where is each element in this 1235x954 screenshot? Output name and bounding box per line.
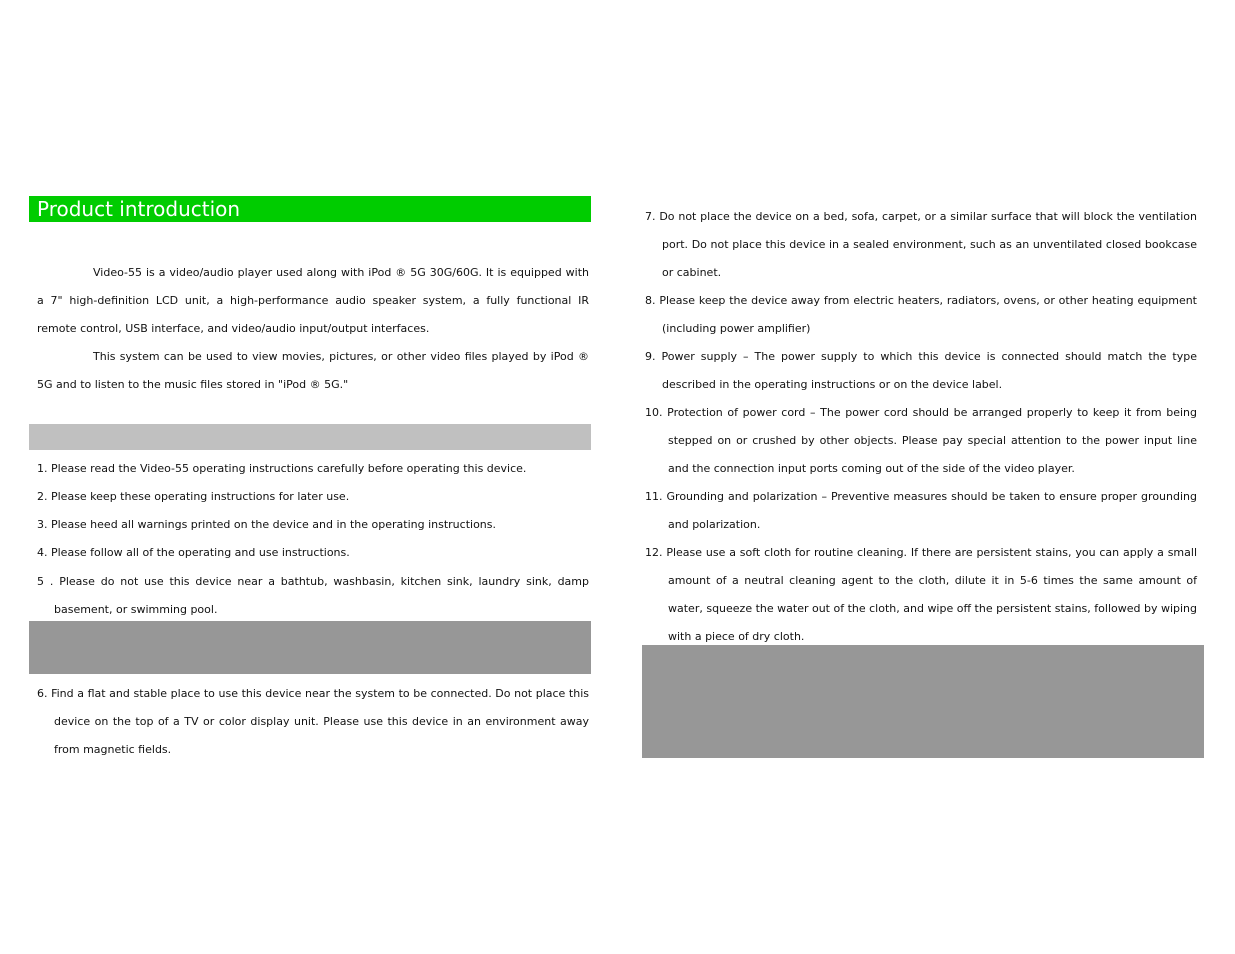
section-title: Product introduction — [29, 196, 591, 222]
instruction-item: 4. Please follow all of the operating and use instructions. — [37, 546, 350, 559]
instruction-item: 7. Do not place the device on a bed, sofa, carpet, or a similar surface that will block the ventilation port. Do not place this device in a sealed environment, such as an unventilated closed bookcase or cabinet. — [645, 210, 1197, 279]
intro-paragraph-1: Video-55 is a video/audio player used along with iPod ® 5G 30G/60G. It is equipped with a 7" high-definition LCD unit, a high-performance audio speaker system, a fully functional IR remote control, USB interface, and video/audio input/output interfaces. — [37, 266, 589, 335]
instruction-item: 11. Grounding and polarization – Preventive measures should be taken to ensure proper grounding and polarization. — [645, 490, 1197, 531]
separator-bar — [29, 621, 591, 674]
instruction-item: 6. Find a flat and stable place to use this device near the system to be connected. Do not place this device on the top of a TV or color display unit. Please use this device in an environment away from magnetic fields. — [37, 687, 589, 756]
instruction-item: 9. Power supply – The power supply to which this device is connected should match the type described in the operating instructions or on the device label. — [645, 350, 1197, 391]
instruction-item: 12. Please use a soft cloth for routine cleaning. If there are persistent stains, you can apply a small amount of a neutral cleaning agent to the cloth, dilute it in 5-6 times the same amount of water, squeeze the water out of the cloth, and wipe off the persistent stains, followed by wiping with a piece of dry cloth. — [645, 546, 1198, 643]
intro-paragraph-2: This system can be used to view movies, pictures, or other video files played by iPod ® 5G and to listen to the music files stored in "iPod ® 5G." — [37, 350, 589, 391]
instruction-item: 5 . Please do not use this device near a bathtub, washbasin, kitchen sink, laundry sink, damp basement, or swimming pool. — [37, 575, 589, 616]
instruction-item: 10. Protection of power cord – The power cord should be arranged properly to keep it from being stepped on or crushed by other objects. Please pay special attention to the power input line and the connection input ports coming out of the side of the video player. — [645, 406, 1197, 475]
instruction-item: 1. Please read the Video-55 operating instructions carefully before operating this device. — [37, 462, 527, 475]
instruction-item: 2. Please keep these operating instructions for later use. — [37, 490, 350, 503]
instruction-item: 3. Please heed all warnings printed on the device and in the operating instructions. — [37, 518, 497, 531]
section-header-bar — [29, 424, 591, 450]
instruction-item: 8. Please keep the device away from electric heaters, radiators, ovens, or other heating equipment (including power amplifier) — [645, 294, 1197, 335]
separator-bar-large — [642, 645, 1204, 758]
intro-text — [37, 259, 589, 399]
